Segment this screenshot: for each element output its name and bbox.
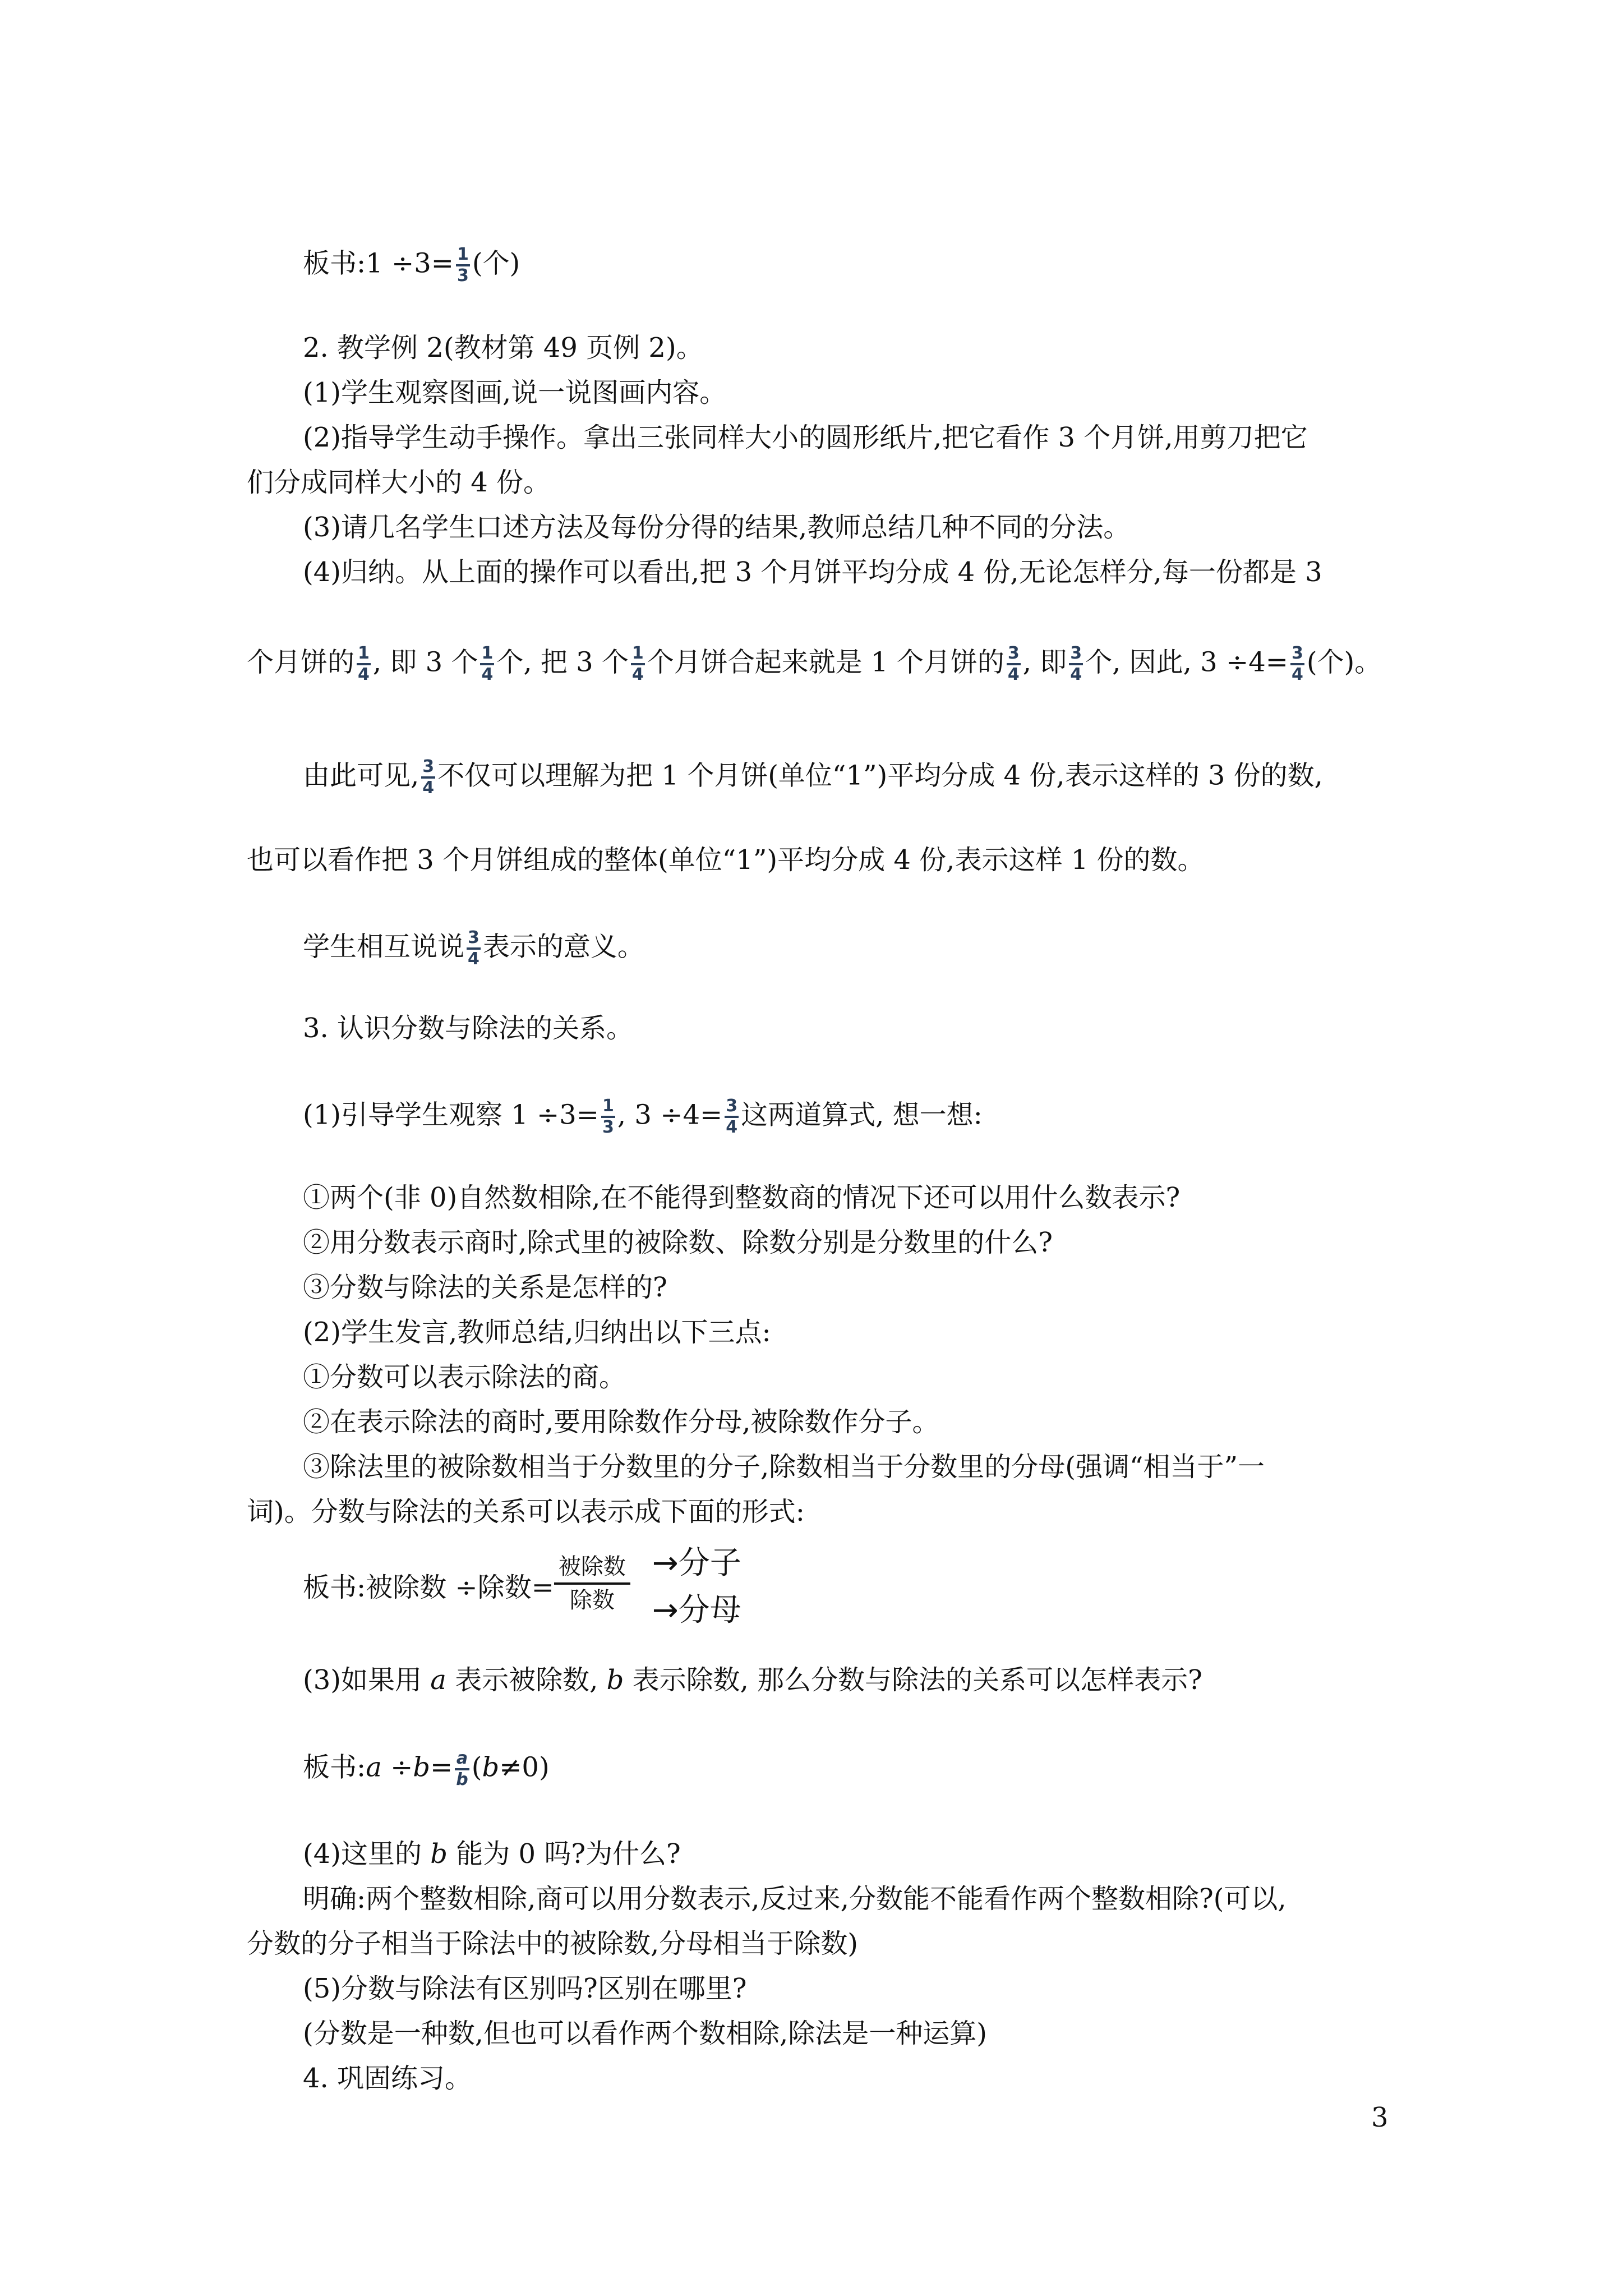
fraction-3-4: $\frac{3}{4}$	[726, 1096, 738, 1137]
paragraph: ③分数与除法的关系是怎样的?	[303, 1272, 667, 1303]
paragraph: ③除法里的被除数相当于分数里的分子,除数相当于分数里的分母(强调“相当于”一	[303, 1451, 1265, 1483]
paragraph: 分数的分子相当于除法中的被除数,分母相当于除数)	[247, 1928, 858, 1959]
paragraph: (4)这里的 b 能为 0 吗?为什么?	[303, 1838, 681, 1870]
section-heading-3: 3. 认识分数与除法的关系。	[303, 1013, 634, 1044]
fraction-scheme	[554, 1545, 756, 1630]
section-heading-2: 2. 教学例 2(教材第 49 页例 2)。	[303, 332, 703, 364]
board-note-formula: 板书:a ÷b= $\frac{a}{b}$ (b≠0)	[303, 1749, 550, 1789]
section-heading-4: 4. 巩固练习。	[303, 2063, 472, 2094]
fraction-1-3: $\frac{1}{3}$	[602, 1096, 614, 1137]
paragraph: (分数是一种数,但也可以看作两个数相除,除法是一种运算)	[303, 2018, 987, 2049]
paragraph: ②用分数表示商时,除式里的被除数、除数分别是分数里的什么?	[303, 1227, 1053, 1258]
fraction-1-3: $\frac{1}{3}$	[457, 245, 469, 286]
paragraph-fractions: 学生相互说说 $\frac{3}{4}$ 表示的意义。	[303, 928, 644, 969]
page-number: 3	[1371, 2102, 1389, 2133]
fraction-a-b: $\frac{a}{b}$	[456, 1749, 468, 1789]
paragraph: 们分成同样大小的 4 份。	[247, 467, 551, 498]
scheme-fraction: 被除数 除数	[554, 1551, 630, 1616]
paragraph: 词)。分数与除法的关系可以表示成下面的形式:	[247, 1496, 805, 1527]
paragraph: (3)请几名学生口述方法及每份分得的结果,教师总结几种不同的分法。	[303, 512, 1131, 543]
paragraph-fractions: (1)引导学生观察 1 ÷3= $\frac{1}{3}$ , 3 ÷4= $\frac{3}{4}$ 这两道算式, 想一想:	[303, 1096, 983, 1137]
paragraph: ②在表示除法的商时,要用除数作分母,被除数作分子。	[303, 1406, 939, 1438]
paragraph: 也可以看作把 3 个月饼组成的整体(单位“1”)平均分成 4 份,表示这样 1 份的数。	[247, 844, 1205, 876]
arrow-denominator-label: →分母	[652, 1592, 741, 1628]
board-note-1-text: 板书:1 ÷3=	[303, 247, 454, 279]
paragraph: (2)学生发言,教师总结,归纳出以下三点:	[303, 1317, 771, 1348]
paragraph: 明确:两个整数相除,商可以用分数表示,反过来,分数能不能看作两个整数相除?(可以,	[303, 1883, 1287, 1915]
fraction: $\frac{1}{4}$	[631, 643, 644, 684]
paragraph: (4)归纳。从上面的操作可以看出,把 3 个月饼平均分成 4 份,无论怎样分,每一份都是 3	[303, 556, 1322, 588]
fraction: $\frac{1}{4}$	[481, 643, 494, 684]
paragraph: ①分数可以表示除法的商。	[303, 1361, 626, 1393]
paragraph-fractions: 个月饼的 $\frac{1}{4}$ , 即 3 个 $\frac{1}{4}$ 个, 把 3 个 $\frac{1}{4}$ 个月饼合起来就是 1 个月饼的 $\frac{3}{4}$ , 即 $\frac{3}{4}$ 个, 因此, 3 ÷4= $\frac{3}{4}$ (个)。	[247, 643, 1382, 684]
paragraph: (2)指导学生动手操作。拿出三张同样大小的圆形纸片,把它看作 3 个月饼,用剪刀把它	[303, 422, 1308, 453]
fraction: $\frac{3}{4}$	[1291, 643, 1303, 684]
paragraph: (3)如果用 a 表示被除数, b 表示除数, 那么分数与除法的关系可以怎样表示?	[303, 1664, 1202, 1696]
fraction: $\frac{3}{4}$	[1070, 643, 1082, 684]
arrow-numerator-label: →分子	[652, 1545, 741, 1581]
paragraph: (5)分数与除法有区别吗?区别在哪里?	[303, 1973, 747, 2004]
fraction: $\frac{3}{4}$	[1007, 643, 1020, 684]
fraction-3-4: $\frac{3}{4}$	[468, 928, 479, 969]
paragraph-fractions: 由此可见, $\frac{3}{4}$ 不仅可以理解为把 1 个月饼(单位“1”)平均分成 4 份,表示这样的 3 份的数,	[303, 757, 1323, 798]
fraction-3-4: $\frac{3}{4}$	[422, 757, 435, 798]
fraction: $\frac{1}{4}$	[358, 643, 370, 684]
paragraph: (1)学生观察图画,说一说图画内容。	[303, 377, 727, 408]
board-note-scheme: 板书:被除数 ÷除数= 被除数 除数 →分子 →分母	[303, 1545, 756, 1630]
paragraph: ①两个(非 0)自然数相除,在不能得到整数商的情况下还可以用什么数表示?	[303, 1182, 1181, 1213]
board-note-1: 板书:1 ÷3= $\frac{1}{3}$ (个)	[303, 245, 520, 286]
